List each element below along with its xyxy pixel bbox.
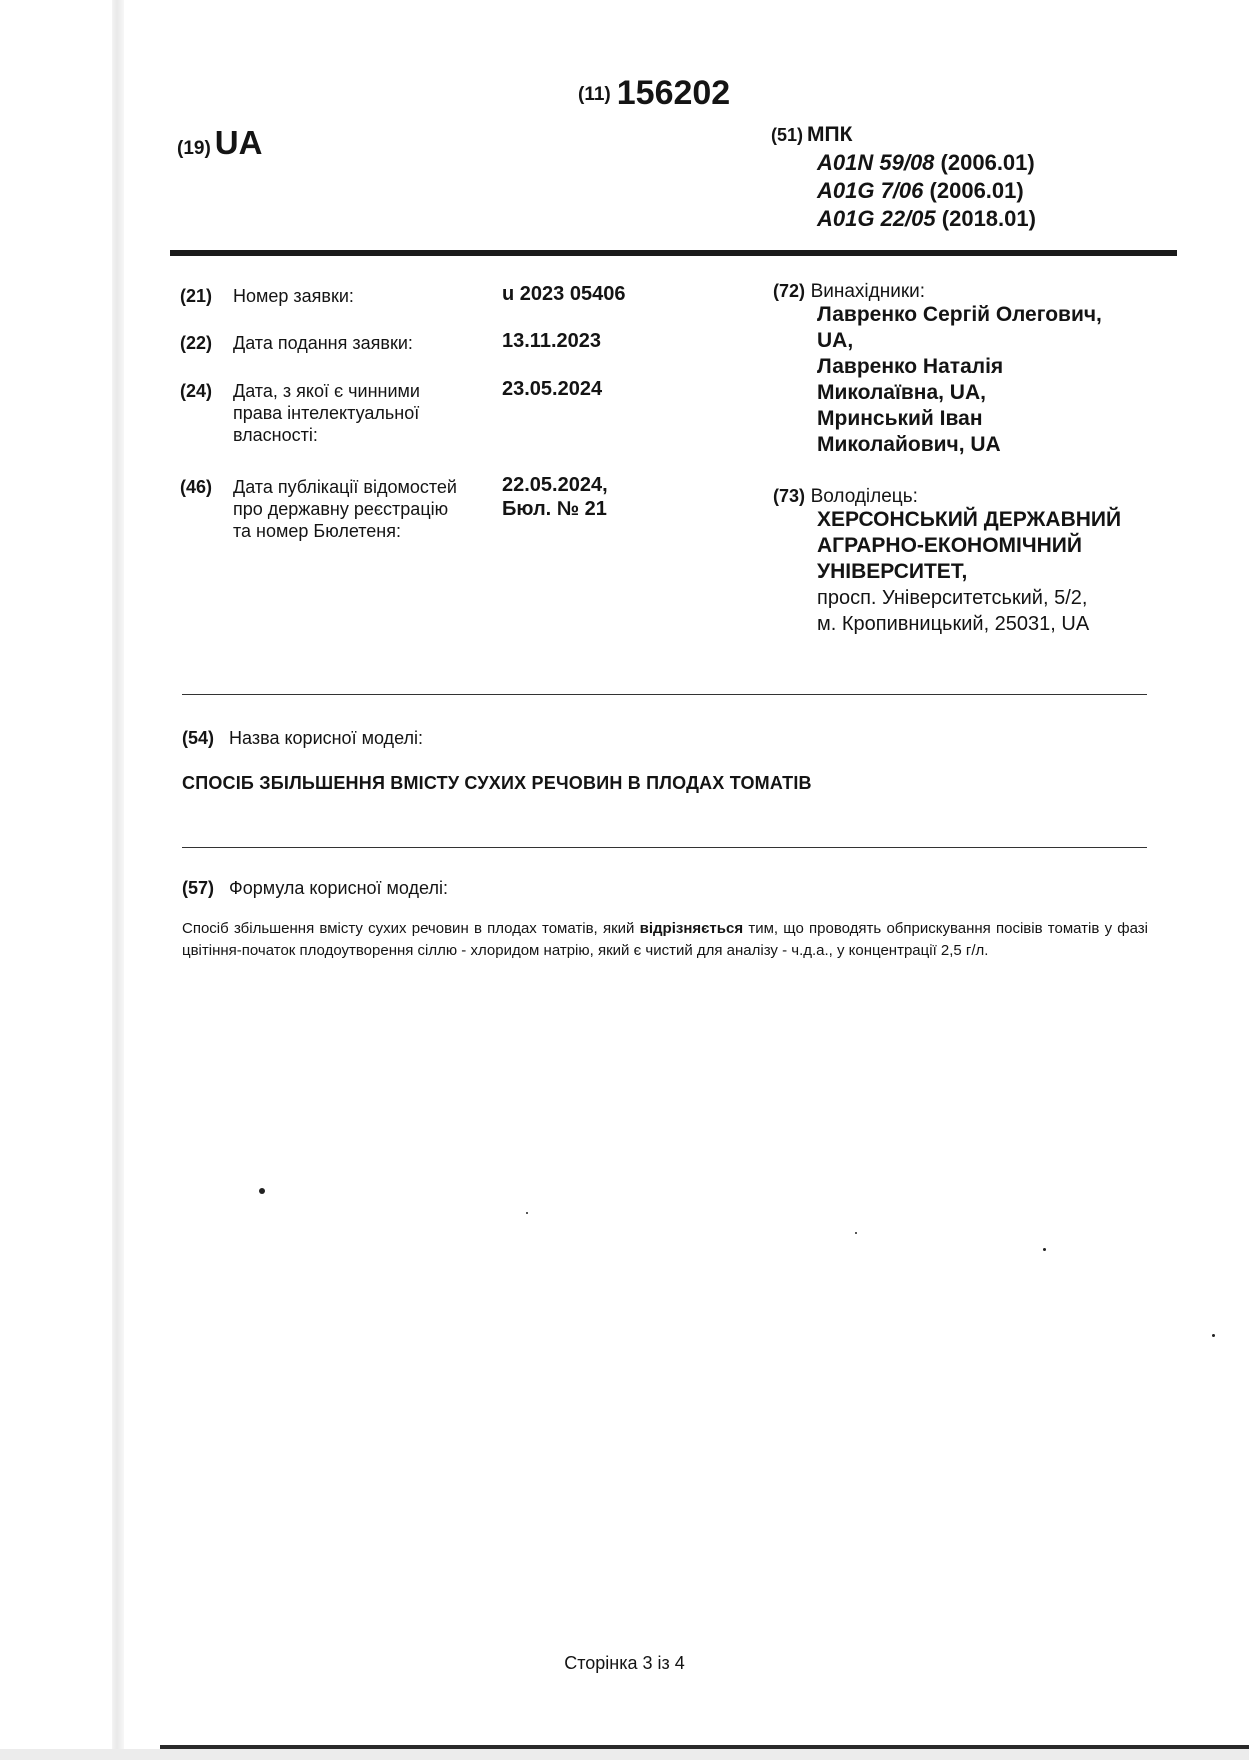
mpk-heading [771, 123, 852, 147]
scan-bottom-shade [0, 1749, 1249, 1760]
header-divider [170, 250, 1177, 256]
owner-address-line: просп. Університетський, 5/2, [817, 587, 1088, 609]
ipc-class-3: A01G 22/05 (2018.01) [817, 206, 1036, 231]
owner-details [817, 507, 1121, 637]
code-51: (51) [771, 125, 804, 145]
code-22: (22) [180, 333, 213, 353]
ipc-class-1: A01N 59/08 (2006.01) [817, 150, 1035, 175]
field-22-value: 13.11.2023 [502, 330, 601, 352]
scan-speck [1043, 1248, 1046, 1251]
code-19: (19) [177, 138, 211, 159]
model-name-label: Назва корисної моделі: [229, 728, 423, 748]
section-divider-1 [182, 694, 1147, 695]
inventors-label: Винахідники: [810, 281, 926, 302]
model-name-heading [182, 727, 423, 749]
country-value: UA [214, 124, 263, 161]
patent-number-value: 156202 [616, 74, 731, 112]
field-24-value: 23.05.2024 [502, 378, 603, 400]
section-divider-2 [182, 847, 1147, 848]
inventors-list [817, 302, 1102, 458]
country-code [177, 124, 262, 162]
field-21-label: Номер заявки: [233, 286, 354, 306]
inventors-heading [773, 278, 925, 305]
code-21: (21) [180, 286, 213, 306]
owner-name-line: ХЕРСОНСЬКИЙ ДЕРЖАВНИЙ [817, 508, 1122, 531]
field-24-label: Дата, з якої є чинними права інтелектуальної власності: [233, 381, 420, 445]
owner-address-line: м. Кропивницький, 25031, UA [817, 613, 1090, 635]
field-21-value: u 2023 05406 [502, 283, 626, 305]
inventor-line: Мринський Іван [817, 407, 983, 430]
scan-speck [855, 1232, 857, 1234]
code-24: (24) [180, 381, 213, 401]
code-57: (57) [182, 878, 215, 898]
field-46-value: 22.05.2024, Бюл. № 21 [502, 474, 608, 520]
owner-name-line: АГРАРНО-ЕКОНОМІЧНИЙ [817, 534, 1082, 557]
page-number: Сторінка 3 із 4 [564, 1653, 685, 1673]
inventor-line: Лавренко Сергій Олегович, [817, 303, 1102, 326]
model-title: СПОСІБ ЗБІЛЬШЕННЯ ВМІСТУ СУХИХ РЕЧОВИН В ПЛОДАХ ТОМАТІВ [182, 773, 812, 793]
formula-heading [182, 877, 448, 899]
code-46: (46) [180, 477, 213, 497]
ipc-class-2: A01G 7/06 (2006.01) [817, 178, 1024, 203]
code-11: (11) [578, 84, 611, 105]
owner-name-line: УНІВЕРСИТЕТ, [817, 560, 968, 583]
mpk-label: МПК [807, 123, 853, 146]
inventor-line: Миколаївна, UA, [817, 381, 986, 404]
owner-heading [773, 483, 918, 510]
scan-speck [1212, 1334, 1215, 1337]
scan-speck [526, 1212, 528, 1214]
field-46-label: Дата публікації відомостей про державну реєстрацію та номер Бюлетеня: [233, 477, 457, 541]
inventor-line: UA, [817, 329, 854, 352]
formula-label: Формула корисної моделі: [229, 878, 448, 898]
patent-number [578, 74, 730, 113]
code-73: (73) [773, 486, 806, 506]
code-54: (54) [182, 728, 215, 748]
code-72: (72) [773, 281, 806, 301]
inventor-line: Лавренко Наталія [817, 355, 1004, 378]
scan-speck [259, 1188, 265, 1194]
field-22-label: Дата подання заявки: [233, 333, 413, 353]
scan-edge-shadow [112, 0, 124, 1760]
formula-text: Спосіб збільшення вмісту сухих речовин в плодах томатів, який відрізняється тим, що проводять обприскування посівів томатів у фазі цвітіння-початок плодоутворення сіллю - хлоридом натрію, який є чистий для аналізу - ч.д.а., у концентрації 2,5 г/л. [182, 920, 1149, 959]
inventor-line: Миколайович, UA [817, 433, 1001, 456]
owner-label: Володілець: [810, 486, 918, 507]
